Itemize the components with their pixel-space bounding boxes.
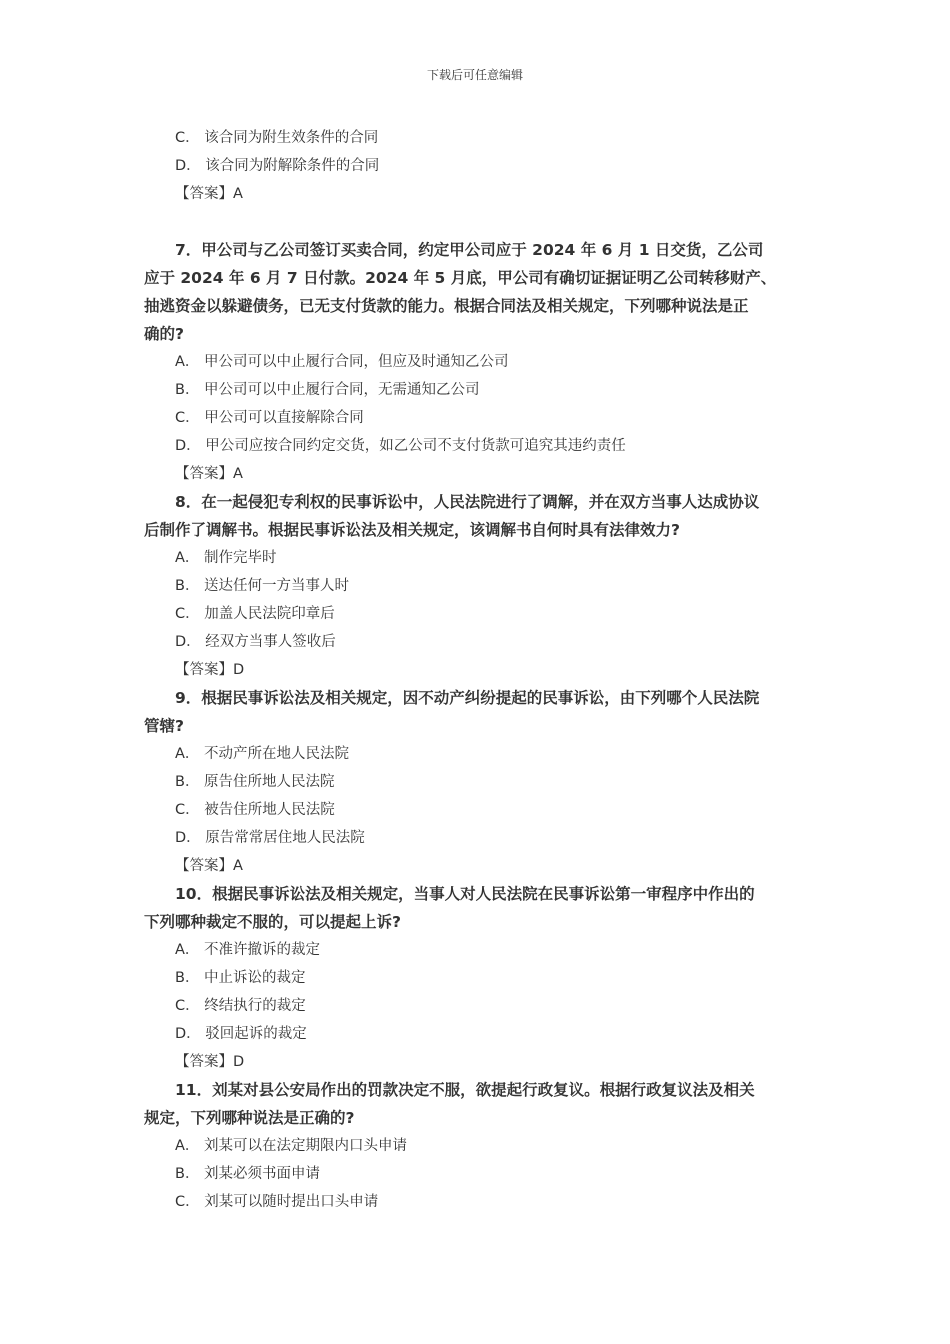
answer: 【答案】D [175,662,245,678]
option: A． 不动产所在地人民法院 [175,746,350,762]
question-text: 规定，下列哪种说法是正确的? [144,1109,355,1127]
option: B． 中止诉讼的裁定 [175,970,306,986]
question-text: 确的? [144,325,184,343]
option: C． 加盖人民法院印章后 [175,606,335,622]
question-10 [144,880,812,936]
page-header: 下载后可任意编辑 [426,68,523,82]
option: A． 不准许撤诉的裁定 [175,942,321,958]
question-text: 抽逃资金以躲避债务，已无支付货款的能力。根据合同法及相关规定，下列哪种说法是正 [144,297,749,315]
option: A． 甲公司可以中止履行合同，但应及时通知乙公司 [175,354,509,370]
question-text: 管辖? [144,717,184,735]
option: C． 刘某可以随时提出口头申请 [175,1194,379,1210]
question-text: 10．根据民事诉讼法及相关规定，当事人对人民法院在民事诉讼第一审程序中作出的 [175,885,755,903]
option: D． 原告常常居住地人民法院 [175,830,365,846]
question-7 [144,236,812,348]
question-text: 9．根据民事诉讼法及相关规定，因不动产纠纷提起的民事诉讼，由下列哪个人民法院 [175,689,760,707]
answer: 【答案】A [175,466,243,482]
option: B． 甲公司可以中止履行合同，无需通知乙公司 [175,382,480,398]
option: C． 终结执行的裁定 [175,998,306,1014]
option: B． 刘某必须书面申请 [175,1166,321,1182]
question-text: 后制作了调解书。根据民事诉讼法及相关规定，该调解书自何时具有法律效力? [144,521,680,539]
question-8 [144,488,812,544]
blank-line [144,208,812,236]
question-text: 7．甲公司与乙公司签订买卖合同，约定甲公司应于 2024 年 6 月 1 日交货，乙公司 [175,241,764,259]
answer: 【答案】A [175,858,243,874]
question-text: 应于 2024 年 6 月 7 日付款。2024 年 5 月底，甲公司有确切证据证明乙公司转移财产、 [144,269,777,287]
option: C． 甲公司可以直接解除合同 [175,410,364,426]
option: D． 甲公司应按合同约定交货，如乙公司不支付货款可追究其违约责任 [175,438,626,454]
question-text: 8．在一起侵犯专利权的民事诉讼中，人民法院进行了调解，并在双方当事人达成协议 [175,493,760,511]
question-text: 下列哪种裁定不服的，可以提起上诉? [144,913,401,931]
option: D． 经双方当事人签收后 [175,634,336,650]
option: A． 刘某可以在法定期限内口头申请 [175,1138,408,1154]
option: B． 送达任何一方当事人时 [175,578,350,594]
document-body [144,124,812,1216]
question-text: 11．刘某对县公安局作出的罚款决定不服，欲提起行政复议。根据行政复议法及相关 [175,1081,755,1099]
question-9 [144,684,812,740]
option: D． 驳回起诉的裁定 [175,1026,307,1042]
option: D． 该合同为附解除条件的合同 [175,158,380,174]
option: A． 制作完毕时 [175,550,277,566]
answer: 【答案】D [175,1054,245,1070]
answer: 【答案】A [175,186,243,202]
option: C． 该合同为附生效条件的合同 [175,130,379,146]
option: B． 原告住所地人民法院 [175,774,335,790]
question-11 [144,1076,812,1132]
option: C． 被告住所地人民法院 [175,802,335,818]
